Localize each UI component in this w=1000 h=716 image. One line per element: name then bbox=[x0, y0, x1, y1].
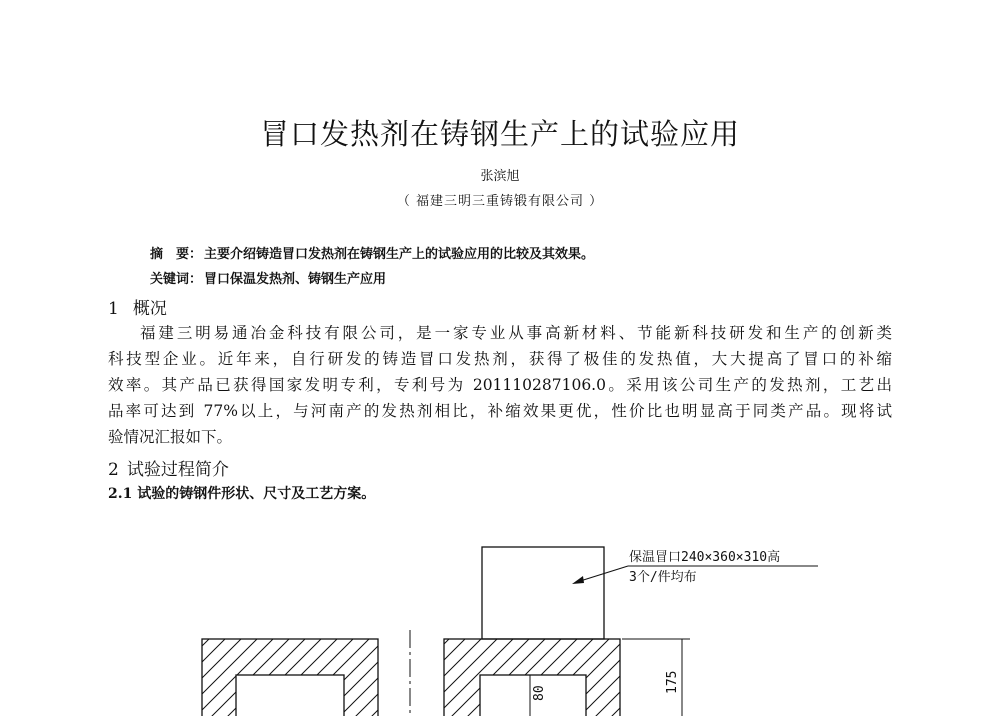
section-1-title: 概况 bbox=[132, 299, 167, 319]
section-1-number: 1 bbox=[108, 299, 119, 319]
callout-leader bbox=[577, 566, 628, 582]
paper-title: 冒口发热剂在铸钢生产上的试验应用 bbox=[259, 117, 740, 151]
callout-arrowhead bbox=[572, 576, 584, 584]
paragraph-line: 品率可达到 77%以上，与河南产的发热剂相比，补缩效果更优，性价比也明显高于同类产品。现将试 bbox=[108, 402, 892, 420]
section-2-number: 2 bbox=[108, 460, 119, 480]
casting-cavity-left bbox=[236, 675, 344, 716]
paragraph-line: 效率。其产品已获得国家发明专利，专利号为 201110287106.0。采用该公司生产的发热剂，工艺出 bbox=[108, 376, 892, 394]
callout-riser-size: 保温冒口240×360×310高 bbox=[629, 550, 781, 565]
paragraph-line: 科技型企业。近年来，自行研发的铸造冒口发热剂，获得了极佳的发热值，大大提高了冒口的补缩 bbox=[108, 350, 892, 368]
paragraph-line: 验情况汇报如下。 bbox=[108, 428, 233, 446]
dimension-80: 80 bbox=[532, 685, 547, 701]
author-affiliation: （ 福建三明三重铸锻有限公司 ） bbox=[396, 194, 604, 209]
paragraph-line: 福建三明易通冶金科技有限公司，是一家专业从事高新材料、节能新科技研发和生产的创新类 bbox=[140, 324, 892, 342]
riser-outline bbox=[482, 547, 604, 639]
dimension-175: 175 bbox=[665, 670, 680, 694]
keywords-label: 关键词： bbox=[150, 272, 203, 287]
abstract-label: 摘 要： bbox=[150, 247, 203, 262]
keywords-text: 冒口保温发热剂、铸钢生产应用 bbox=[204, 272, 387, 287]
author-name: 张滨旭 bbox=[480, 169, 520, 184]
callout-riser-count: 3个/件均布 bbox=[629, 570, 697, 585]
subsection-2-1-heading: 2.1 试验的铸钢件形状、尺寸及工艺方案。 bbox=[108, 486, 376, 502]
section-2-title: 试验过程简介 bbox=[126, 460, 229, 480]
abstract-text: 主要介绍铸造冒口发热剂在铸钢生产上的试验应用的比较及其效果。 bbox=[204, 247, 595, 262]
